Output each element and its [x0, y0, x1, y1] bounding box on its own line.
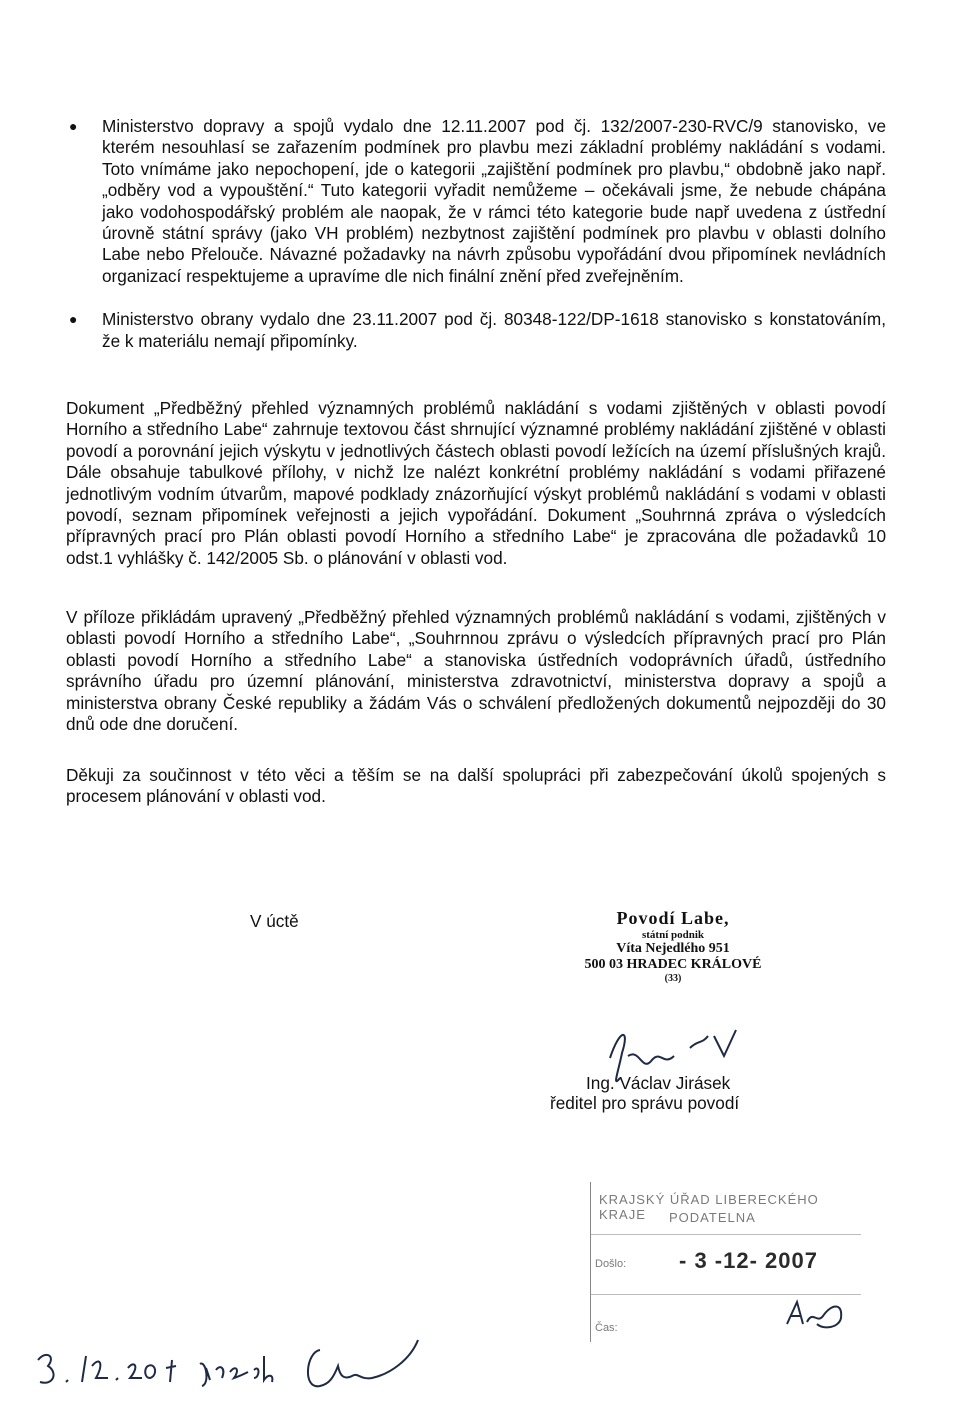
- receipt-number-label: Čas:: [595, 1322, 618, 1334]
- sender-stamp: [548, 908, 798, 984]
- receipt-divider: [591, 1234, 861, 1235]
- stamp-org-type: státní podnik: [641, 929, 705, 941]
- receipt-date-label: Došlo:: [595, 1258, 627, 1270]
- receipt-office: KRAJSKÝ ÚŘAD LIBERECKÉHO KRAJE: [599, 1192, 819, 1222]
- signatory-block: [550, 1073, 739, 1113]
- bullet-text: Ministerstvo dopravy a spojů vydalo dne 12.11.2007 pod čj. 132/2007-230-RVC/9 stanovisko, ve kterém nesouhlasí se zařazením podmínek pro plavbu mezi základní problémy nakládání s vodami. Toto vnímáme jako nepochopení, jde o kategorii „zajištění podmínek pro plavbu,“ obdobně jako např. „odběry vod a vypouštění.“ Tuto kategorii vyřadit nemůžeme – očekávali jsme, že nebude chápána jako vodohospodářský problém ale naopak, že v rámci této kategorie bude např uvedena z ústřední úrovně státní správy (jako VH problém) nezbytnost zajištění podmínek pro plavbu v oblasti dolního Labe nebo Přelouče. Návazné požadavky na návrh způsobu vypořádání dvou připomínek nevládních organizací respektujeme a upravíme dle nich finální znění před zveřejněním.: [102, 116, 886, 286]
- stamp-street: Víta Nejedlého 951: [616, 941, 730, 956]
- paragraph-document-description: Dokument „Předběžný přehled významných problémů nakládání s vodami zjištěných v oblasti povodí Horního a středního Labe“ zahrnuje textovou část shrnující významné problémy nakládání zjištěné v oblasti povodí a porovnání jejich výskytu v jednotlivých částech oblasti povodí ležících na území příslušných krajů. Dále obsahuje tabulkové přílohy, v nichž lze nalézt konkrétní problémy nakládání s vodami přiřazené jednotlivým vodním útvarům, mapové podklady znázorňující výskyt problémů nakládání s vodami v oblasti povodí, seznam připomínek veřejnosti a jejich vypořádání. Dokument „Souhrnná zpráva o výsledcích přípravných prací pro Plán oblasti povodí Horního a středního Labe“ je zpracována dle požadavků 10 odst.1 vyhlášky č. 142/2005 Sb. o plánování v oblasti vod.: [66, 398, 886, 568]
- paragraph-attachments: V příloze přikládám upravený „Předběžný přehled významných problémů nakládání s vodami, zjištěných v oblasti povodí Horního a středního Labe“, „Souhrnnou zprávu o výsledcích přípravných prací pro Plán oblasti povodí Horního a středního Labe“ a stanoviska ústředních vodoprávních úřadů, ústředního správního úřadu pro územní plánování, ministerstva zdravotnictví, ministerstva dopravy a spojů a ministerstva obrany České republiky a žádám Vás o schválení předložených dokumentů nejpozději do 30 dnů ode dne doručení.: [66, 607, 886, 735]
- receipt-date: - 3 -12- 2007: [679, 1248, 818, 1273]
- signatory-name: Ing. Václav Jirásek: [586, 1073, 731, 1093]
- bullet-list: [66, 116, 886, 352]
- receipt-stamp: [590, 1182, 861, 1342]
- bullet-item-ministry-defence: [66, 309, 886, 352]
- handwritten-note-graphic: [30, 1320, 450, 1400]
- stamp-org-name: Povodí Labe,: [616, 908, 730, 928]
- bullet-text: Ministerstvo obrany vydalo dne 23.11.2007 pod čj. 80348-122/DP-1618 stanovisko s konstatováním, že k materiálu nemají připomínky.: [102, 309, 886, 351]
- stamp-code: (33): [664, 973, 682, 984]
- closing-salutation: V úctě: [250, 911, 299, 931]
- bullet-item-ministry-transport: [66, 116, 886, 287]
- paragraph-thanks: Děkuji za součinnost v této věci a těším se na další spolupráci při zabezpečování úkolů spojených s procesem plánování v oblasti vod.: [66, 765, 886, 807]
- bullet-dot: ●: [69, 311, 78, 328]
- stamp-city: 500 03 HRADEC KRÁLOVÉ: [584, 957, 762, 972]
- signatory-title: ředitel pro správu povodí: [550, 1093, 740, 1113]
- receipt-initials-graphic: [783, 1294, 853, 1334]
- bullet-dot: ●: [69, 118, 78, 134]
- receipt-department: PODATELNA: [669, 1210, 756, 1225]
